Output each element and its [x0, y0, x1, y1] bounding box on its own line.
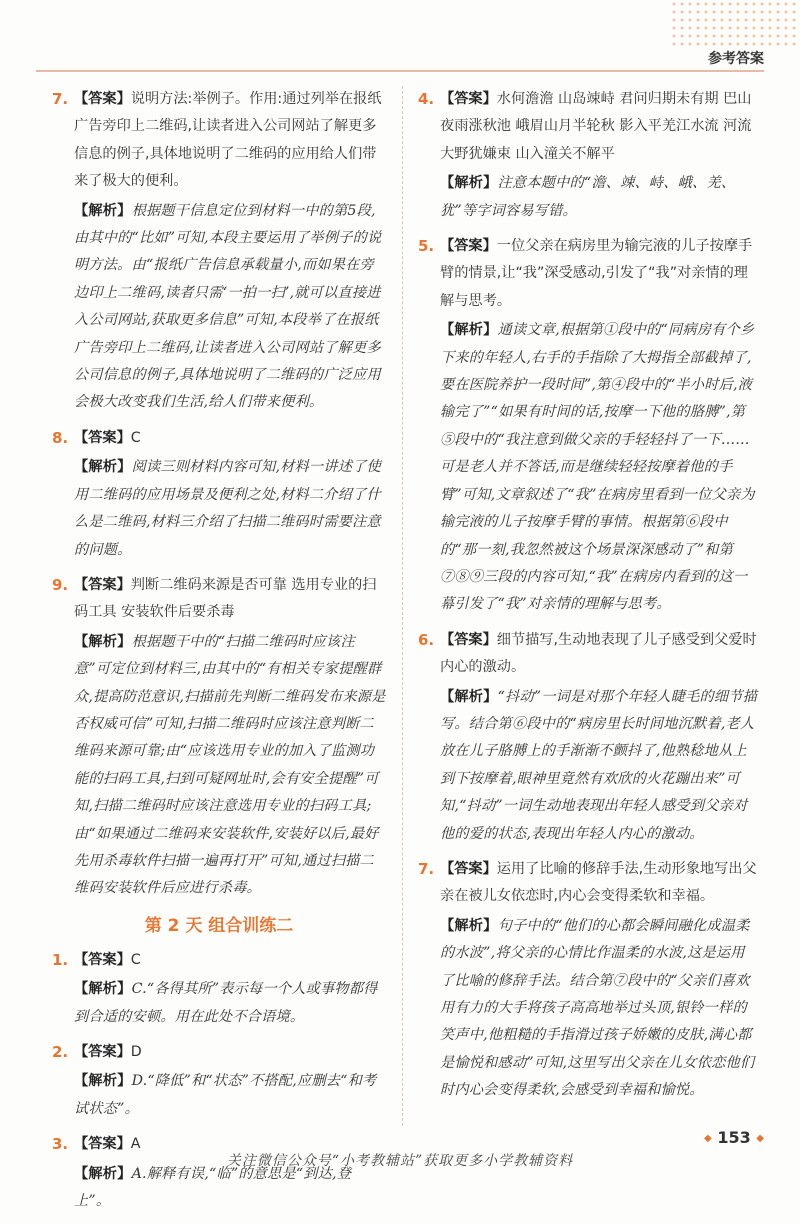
question-item [52, 86, 386, 417]
analysis-block [418, 684, 758, 848]
analysis-tag: 【解析】 [74, 1073, 132, 1090]
question-number: 7. [418, 859, 435, 878]
analysis-tag: 【解析】 [440, 688, 498, 705]
analysis-tag: 【解析】 [74, 202, 132, 219]
question-number: 5. [418, 237, 435, 256]
answer-text: 说明方法:举例子。作用:通过列举在报纸广告旁印上二维码,让读者进入公司网站了解更多信息的例子,具体地说明了二维码的应用给人们带来了极大的便利。 [74, 91, 382, 190]
question-number: 3. [52, 1135, 69, 1154]
question-number: 2. [52, 1043, 69, 1061]
answer-text: 运用了比喻的修辞手法,生动形象地写出父亲在被儿女依恋时,内心会变得柔软和幸福。 [440, 860, 757, 905]
answer-tag: 【答案】 [74, 951, 131, 968]
analysis-text: 句子中的“他们的心都会瞬间融化成温柔的水波”,将父亲的心情比作温柔的水波,这是运用了比喻的修辞手法。结合第⑦段中的“父亲们喜欢用有力的大手将孩子高高地举过头顶,银铃一样的笑声中,他粗糙的手指滑过孩子娇嫩的皮肤,满心都是愉悦和感动”可知,这里写出父亲在儿女依恋他们时内心会变得柔软,会感受到幸福和愉悦。 [440, 917, 755, 1099]
analysis-block [418, 317, 758, 618]
question-item [418, 856, 758, 1105]
answer-text: 一位父亲在病房里为输完液的儿子按摩手臂的情景,让“我”深受感动,引发了“我”对亲情的理解与思考。 [440, 238, 753, 309]
question-number: 6. [418, 630, 435, 649]
answer-block [52, 572, 386, 627]
page-number [704, 1128, 764, 1147]
answer-block [418, 233, 758, 315]
question-item [52, 1131, 386, 1215]
analysis-block [52, 1068, 386, 1123]
analysis-block [418, 170, 758, 225]
question-number: 8. [52, 428, 69, 447]
analysis-text: C.“各得其所”表示每一个人或事物都得到合适的安顿。用在此处不合语境。 [74, 981, 378, 1025]
answer-block [52, 425, 386, 452]
analysis-text: 注意本题中的“澹、竦、峙、峨、羌、犹”等字词容易写错。 [440, 175, 736, 219]
question-number: 7. [52, 90, 69, 108]
answer-tag: 【答案】 [440, 860, 497, 877]
answer-tag: 【答案】 [440, 631, 497, 648]
right-column [418, 86, 758, 1113]
answer-text: 水何澹澹 山岛竦峙 君问归期未有期 巴山夜雨涨秋池 峨眉山月半轮秋 影入平羌江水流 河流大野犹嫌束 山入潼关不解平 [440, 91, 752, 162]
analysis-block [418, 913, 758, 1105]
answer-text: C [130, 429, 141, 446]
diamond-icon: ◆ [704, 1133, 712, 1144]
question-item [418, 86, 758, 225]
analysis-block [52, 976, 386, 1031]
analysis-text: D.“降低”和“状态”不搭配,应删去“和考试状态”。 [74, 1073, 377, 1117]
answer-text: 细节描写,生动地表现了儿子感受到父爱时内心的激动。 [440, 631, 757, 676]
question-number: 9. [52, 575, 69, 594]
analysis-text: 根据题干信息定位到材料一中的第5段,由其中的“比如”可知,本段主要运用了举例子的说明方法。由“报纸广告信息承载量小,而如果在旁边印上二维码,读者只需‘一拍一扫’,就可以直接进入公司网站,获取更多信息”可知,本段举了在报纸广告旁印上二维码,让读者进入公司网站了解更多公司信息的例子,具体地说明了二维码的广泛应用会极大改变我们生活,给人们带来便利。 [74, 202, 382, 411]
analysis-text: 根据题干中的“扫描二维码时应该注意”可定位到材料三,由其中的“有相关专家提醒群众,提高防范意识,扫描前先判断二维码发布来源是否权威可信”可知,扫描二维码时应该注意判断二维码来源可靠;由“应该选用专业的加入了监测功能的扫码工具,扫到可疑网址时,会有安全提醒”可知,扫描二维码时应该注意选用专业的扫码工具;由“如果通过二维码来安装软件,安装好以后,最好先用杀毒软件扫描一遍再打开”可知,通过扫描二维码安装软件后应进行杀毒。 [74, 633, 386, 897]
answer-tag: 【答案】 [440, 238, 497, 255]
question-item [52, 572, 386, 903]
answer-block [418, 86, 758, 168]
left-column [52, 86, 386, 1223]
analysis-block [52, 629, 386, 903]
page-number-text: 153 [717, 1128, 751, 1147]
page-header-title: 参考答案 [708, 51, 764, 67]
answer-block [52, 86, 386, 196]
question-item [52, 1039, 386, 1123]
question-item [418, 627, 758, 848]
answer-tag: 【答案】 [74, 1136, 131, 1153]
question-item [418, 233, 758, 619]
analysis-text: 阅读三则材料内容可知,材料一讲述了使用二维码的应用场景及便利之处,材料二介绍了什么是二维码,材料三介绍了扫描二维码时需要注意的问题。 [74, 459, 381, 558]
footer-watermark: 关注微信公众号“小考教辅站”获取更多小学教辅资料 [226, 1153, 574, 1169]
answer-tag: 【答案】 [74, 1044, 131, 1060]
column-divider [402, 86, 403, 1126]
section-title: 第 2 天 组合训练二 [144, 915, 294, 936]
answer-tag: 【答案】 [440, 91, 497, 107]
diamond-icon: ◆ [756, 1133, 764, 1144]
analysis-tag: 【解析】 [74, 981, 132, 998]
answer-text: C [130, 951, 141, 968]
answer-text: D [130, 1044, 142, 1060]
answer-block [52, 1039, 386, 1066]
header-divider [36, 70, 764, 72]
answer-block [52, 947, 386, 974]
answer-tag: 【答案】 [74, 429, 131, 446]
analysis-tag: 【解析】 [440, 322, 498, 339]
analysis-text: A.解释有误,“临”的意思是“到达,登上”。 [74, 1165, 352, 1210]
question-item [52, 947, 386, 1031]
answer-block [418, 856, 758, 911]
analysis-text: “抖动”一词是对那个年轻人睫毛的细节描写。结合第⑥段中的“病房里长时间地沉默着,老人放在儿子胳膊上的手渐渐不颤抖了,他熟稔地从上到下按摩着,眼神里竟然有欢欣的火花蹦出来”可知,“抖动”一词生动地表现出年轻人感受到父亲对他的爱的状态,表现出年轻人内心的激动。 [440, 688, 758, 842]
answer-tag: 【答案】 [74, 91, 131, 107]
analysis-tag: 【解析】 [440, 175, 498, 192]
answer-tag: 【答案】 [74, 576, 131, 593]
question-item [52, 425, 386, 564]
answer-text: A [130, 1136, 141, 1153]
answer-text: 判断二维码来源是否可靠 选用专业的扫码工具 安装软件后要杀毒 [74, 576, 377, 621]
answer-block [418, 627, 758, 682]
analysis-tag: 【解析】 [74, 633, 132, 650]
analysis-tag: 【解析】 [74, 459, 132, 476]
analysis-text: 通读文章,根据第①段中的“同病房有个乡下来的年轻人,右手的手指除了大拇指全部截掉了,要在医院养护一段时间”,第④段中的“半小时后,液输完了”“如果有时间的话,按摩一下他的胳膊”,第⑤段中的“我注意到做父亲的手轻轻抖了一下……可是老人并不答话,而是继续轻轻按摩着他的手臂”可知,文章叙述了“我”在病房里看到一位父亲为输完液的儿子按摩手臂的事情。根据第⑥段中的“那一刻,我忽然被这个场景深深感动了”和第⑦⑧⑨三段的内容可知,“我”在病房内看到的这一幕引发了“我”对亲情的理解与思考。 [440, 322, 755, 613]
decorative-dot-pattern [670, 0, 800, 46]
analysis-tag: 【解析】 [74, 1165, 132, 1182]
analysis-block [52, 198, 386, 417]
analysis-tag: 【解析】 [440, 917, 498, 934]
question-number: 4. [418, 90, 435, 108]
question-number: 1. [52, 950, 69, 969]
analysis-block [52, 454, 386, 564]
